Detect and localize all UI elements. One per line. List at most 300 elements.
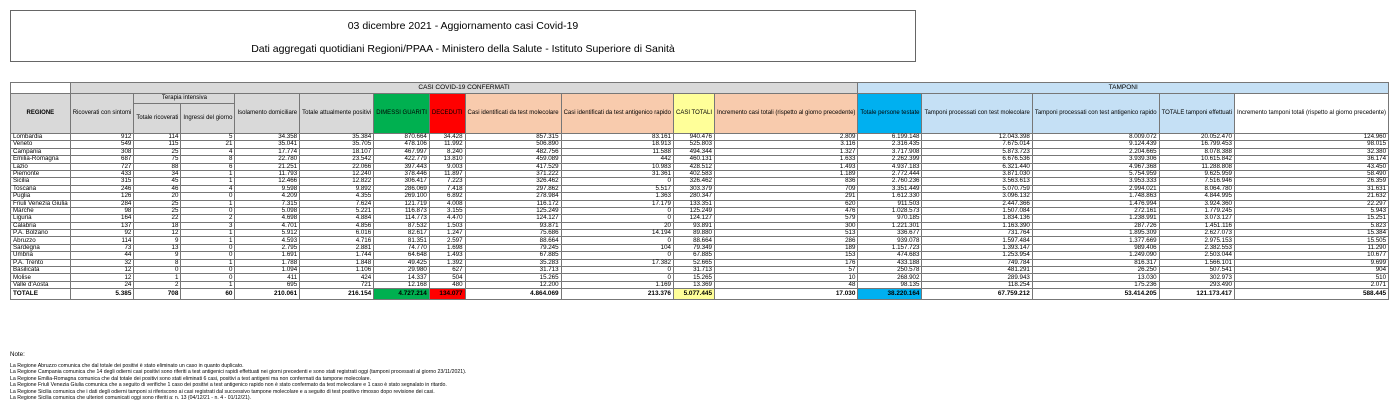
value-cell: 0 (561, 178, 673, 185)
value-cell: 1 (181, 200, 235, 207)
value-cell: 2.760.236 (858, 178, 922, 185)
value-cell: 176 (715, 259, 858, 266)
value-cell: 1.748.863 (1032, 193, 1159, 200)
value-cell: 18.107 (300, 148, 374, 155)
value-cell: 9.124.439 (1032, 141, 1159, 148)
value-cell: 93.891 (673, 222, 714, 229)
value-cell: 428.512 (673, 163, 714, 170)
value-cell: 9.699 (1234, 259, 1388, 266)
value-cell: 7.624 (300, 200, 374, 207)
value-cell: 7.315 (235, 200, 300, 207)
value-cell: 8.009.072 (1032, 134, 1159, 141)
value-cell: 4.727.214 (374, 289, 430, 300)
region-cell: Toscana (11, 185, 71, 192)
value-cell: 731.764 (922, 230, 1032, 237)
col-totale-ricoverati: Totale ricoverati (134, 104, 181, 134)
value-cell: 424 (300, 274, 374, 281)
value-cell: 4.844.995 (1159, 193, 1234, 200)
region-cell: TOTALE (11, 289, 71, 300)
col-casi-antigenico: Casi identificati da test antigenico rapido (561, 94, 673, 134)
value-cell: 4.716 (300, 237, 374, 244)
value-cell: 5.221 (300, 207, 374, 214)
value-cell: 5 (181, 134, 235, 141)
value-cell: 20 (561, 222, 673, 229)
value-cell: 11.288.808 (1159, 163, 1234, 170)
value-cell: 52.665 (673, 259, 714, 266)
value-cell: 35.283 (465, 259, 561, 266)
value-cell: 1 (181, 230, 235, 237)
value-cell: 12.466 (235, 178, 300, 185)
value-cell: 46 (134, 185, 181, 192)
value-cell: 31.713 (673, 267, 714, 274)
value-cell: 286 (715, 237, 858, 244)
col-incremento-tamponi: Incremento tamponi totali (rispetto al giorno precedente) (1234, 94, 1388, 134)
notes-section (10, 352, 910, 402)
value-cell: 4 (181, 148, 235, 155)
value-cell: 12.200 (465, 281, 561, 288)
value-cell: 8 (134, 259, 181, 266)
value-cell: 32.380 (1234, 148, 1388, 155)
col-ingressi-giorno: Ingressi del giorno (181, 104, 235, 134)
table-row (11, 156, 1389, 163)
value-cell: 749.784 (922, 259, 1032, 266)
value-cell: 525.803 (673, 141, 714, 148)
value-cell: 1.451.116 (1159, 222, 1234, 229)
value-cell: 1.507.084 (922, 207, 1032, 214)
value-cell: 293.490 (1159, 281, 1234, 288)
value-cell: 7.675.014 (922, 141, 1032, 148)
totals-row (11, 289, 1389, 300)
value-cell: 89.880 (673, 230, 714, 237)
value-cell: 687 (70, 156, 134, 163)
value-cell: 7.516.946 (1159, 178, 1234, 185)
value-cell: 411 (235, 274, 300, 281)
region-cell: Emilia-Romagna (11, 156, 71, 163)
value-cell: 2 (134, 281, 181, 288)
value-cell: 5.912 (235, 230, 300, 237)
value-cell: 3.116 (715, 141, 858, 148)
region-cell: Liguria (11, 215, 71, 222)
value-cell: 5.943 (1234, 207, 1388, 214)
value-cell: 11.992 (429, 141, 465, 148)
value-cell: 5.098 (235, 207, 300, 214)
value-cell: 0 (561, 252, 673, 259)
value-cell: 88.664 (465, 237, 561, 244)
value-cell: 14.194 (561, 230, 673, 237)
value-cell: 20.052.470 (1159, 134, 1234, 141)
col-dimessi-guariti: DIMESSI GUARITI (374, 94, 430, 134)
value-cell: 0 (561, 215, 673, 222)
col-incremento-casi: Incremento casi totali (rispetto al giorno precedente) (715, 94, 858, 134)
value-cell: 402.583 (673, 170, 714, 177)
value-cell: 116.873 (374, 207, 430, 214)
value-cell: 88.664 (673, 237, 714, 244)
value-cell: 579 (715, 215, 858, 222)
value-cell: 0 (181, 252, 235, 259)
value-cell: 13.030 (1032, 274, 1159, 281)
value-cell: 88 (134, 163, 181, 170)
value-cell: 11.897 (429, 170, 465, 177)
value-cell: 306.417 (374, 178, 430, 185)
value-cell: 1 (134, 274, 181, 281)
value-cell: 836 (715, 178, 858, 185)
value-cell: 12 (134, 230, 181, 237)
col-tamponi-antigenico: Tamponi processati con test antigenico rapido (1032, 94, 1159, 134)
value-cell: 1.848 (300, 259, 374, 266)
value-cell: 125.249 (465, 207, 561, 214)
note-line: La Regione Sicilia comunica che ulteriori comunicati oggi sono riferiti a: n. 13 (04/12/21 - n. 4 - 01/12/21). (10, 395, 252, 401)
value-cell: 4.967.368 (1032, 163, 1159, 170)
region-cell: Calabria (11, 222, 71, 229)
value-cell: 126 (70, 193, 134, 200)
value-cell: 12.822 (300, 178, 374, 185)
value-cell: 302.973 (1159, 274, 1234, 281)
value-cell: 15.265 (673, 274, 714, 281)
region-cell: Basilicata (11, 267, 71, 274)
col-ricoverati-sintomi: Ricoverati con sintomi (70, 94, 134, 134)
value-cell: 8 (181, 156, 235, 163)
value-cell: 115 (134, 141, 181, 148)
value-cell: 709 (715, 185, 858, 192)
value-cell: 175.236 (1032, 281, 1159, 288)
value-cell: 3.939.306 (1032, 156, 1159, 163)
value-cell: 12.240 (300, 170, 374, 177)
value-cell: 7.418 (429, 185, 465, 192)
value-cell: 287.726 (1032, 222, 1159, 229)
value-cell: 1.221.301 (858, 222, 922, 229)
value-cell: 1.788 (235, 259, 300, 266)
value-cell: 0 (181, 207, 235, 214)
value-cell: 6 (181, 163, 235, 170)
note-line: La Regione Campania comunica che 14 degli odierni casi positivi sono riferiti a test antigenici rapidi effettuati nei giorni precedenti e sono stati registrati oggi (tamponi processati al giorno 23/11/2021). (10, 369, 467, 375)
value-cell: 67.759.212 (922, 289, 1032, 300)
value-cell: 98 (70, 207, 134, 214)
table-row (11, 281, 1389, 288)
value-cell: 433.188 (858, 259, 922, 266)
value-cell: 378.446 (374, 170, 430, 177)
value-cell: 6.321.440 (922, 163, 1032, 170)
value-cell: 11.290 (1234, 244, 1388, 251)
value-cell: 300 (715, 222, 858, 229)
col-persone-testate: Totale persone testate (858, 94, 922, 134)
value-cell: 2.627.073 (1159, 230, 1234, 237)
value-cell: 417.529 (465, 163, 561, 170)
value-cell: 93.871 (465, 222, 561, 229)
value-cell: 1.698 (429, 244, 465, 251)
value-cell: 627 (429, 267, 465, 274)
value-cell: 422.779 (374, 156, 430, 163)
value-cell: 2.316.435 (858, 141, 922, 148)
value-cell: 43.450 (1234, 163, 1388, 170)
value-cell: 326.462 (673, 178, 714, 185)
value-cell: 125.249 (673, 207, 714, 214)
value-cell: 2.809 (715, 134, 858, 141)
value-cell: 336.677 (858, 230, 922, 237)
value-cell: 1.157.723 (858, 244, 922, 251)
value-cell: 82.617 (374, 230, 430, 237)
value-cell: 124.960 (1234, 134, 1388, 141)
value-cell: 35.384 (300, 134, 374, 141)
covid-data-table (10, 82, 1389, 300)
value-cell: 17.774 (235, 148, 300, 155)
value-cell: 2.382.553 (1159, 244, 1234, 251)
value-cell: 118.254 (922, 281, 1032, 288)
note-line: La Regione Friuli Venezia Giulia comunica che a seguito di verifiche 1 caso dei positivi a test antigenico rapido non è stato confermato da test molecolare e 1 caso è stato segnalato in ritardo. (10, 382, 447, 388)
value-cell: 0 (181, 274, 235, 281)
value-cell: 442 (561, 156, 673, 163)
value-cell: 1.327 (715, 148, 858, 155)
value-cell: 18.913 (561, 141, 673, 148)
value-cell: 816.317 (1032, 259, 1159, 266)
value-cell: 17.382 (561, 259, 673, 266)
value-cell: 87.532 (374, 222, 430, 229)
value-cell: 13 (134, 244, 181, 251)
value-cell: 474.683 (858, 252, 922, 259)
value-cell: 1.106 (300, 267, 374, 274)
value-cell: 1.377.669 (1032, 237, 1159, 244)
value-cell: 478.106 (374, 141, 430, 148)
value-cell: 3.563.613 (922, 178, 1032, 185)
value-cell: 2.772.444 (858, 170, 922, 177)
value-cell: 9.625.959 (1159, 170, 1234, 177)
value-cell: 34.358 (235, 134, 300, 141)
value-cell: 1.612.330 (858, 193, 922, 200)
value-cell: 15.265 (465, 274, 561, 281)
value-cell: 6.892 (429, 193, 465, 200)
value-cell: 133.351 (673, 200, 714, 207)
value-cell: 280.347 (673, 193, 714, 200)
value-cell: 74.770 (374, 244, 430, 251)
value-cell: 970.185 (858, 215, 922, 222)
value-cell: 1.169 (561, 281, 673, 288)
value-cell: 695 (235, 281, 300, 288)
value-cell: 1.392 (429, 259, 465, 266)
value-cell: 2.597 (429, 237, 465, 244)
value-cell: 1.238.991 (1032, 215, 1159, 222)
value-cell: 8.064.780 (1159, 185, 1234, 192)
value-cell: 940.476 (673, 134, 714, 141)
value-cell: 481.291 (922, 267, 1032, 274)
value-cell: 36.174 (1234, 156, 1388, 163)
value-cell: 4.008 (429, 200, 465, 207)
col-deceduti: DECEDUTI (429, 94, 465, 134)
value-cell: 67.885 (465, 252, 561, 259)
value-cell: 21.251 (235, 163, 300, 170)
value-cell: 13.369 (673, 281, 714, 288)
value-cell: 289.943 (922, 274, 1032, 281)
region-cell: Sardegna (11, 244, 71, 251)
value-cell: 16.799.453 (1159, 141, 1234, 148)
value-cell: 3.073.127 (1159, 215, 1234, 222)
value-cell: 0 (561, 274, 673, 281)
value-cell: 460.131 (673, 156, 714, 163)
value-cell: 213.376 (561, 289, 673, 300)
value-cell: 137 (70, 222, 134, 229)
value-cell: 134.077 (429, 289, 465, 300)
value-cell: 1.253.954 (922, 252, 1032, 259)
value-cell: 1.189 (715, 170, 858, 177)
region-cell: Molise (11, 274, 71, 281)
value-cell: 22.780 (235, 156, 300, 163)
value-cell: 15.384 (1234, 230, 1388, 237)
value-cell: 620 (715, 200, 858, 207)
region-cell: Veneto (11, 141, 71, 148)
value-cell: 20 (134, 193, 181, 200)
value-cell: 25 (134, 148, 181, 155)
value-cell: 2.503.044 (1159, 252, 1234, 259)
value-cell: 371.222 (465, 170, 561, 177)
region-cell: Marche (11, 207, 71, 214)
value-cell: 1.094 (235, 267, 300, 274)
value-cell: 904 (1234, 267, 1388, 274)
value-cell: 1.566.101 (1159, 259, 1234, 266)
value-cell: 11.793 (235, 170, 300, 177)
value-cell: 494.344 (673, 148, 714, 155)
value-cell: 75 (134, 156, 181, 163)
group-tamponi: TAMPONI (858, 83, 1389, 94)
value-cell: 29.980 (374, 267, 430, 274)
value-cell: 75.686 (465, 230, 561, 237)
value-cell: 64.648 (374, 252, 430, 259)
value-cell: 92 (70, 230, 134, 237)
note-line: La Regione Emilia-Romagna comunica che dal totale dei positivi sono stati eliminati 6 casi, positivi a test antigeni ma non confermati da tampone molecolare. (10, 375, 372, 382)
region-cell: Puglia (11, 193, 71, 200)
value-cell: 22.066 (300, 163, 374, 170)
value-cell: 12 (70, 267, 134, 274)
value-cell: 12.043.398 (922, 134, 1032, 141)
value-cell: 1.597.484 (922, 237, 1032, 244)
value-cell: 504 (429, 274, 465, 281)
value-cell: 114 (134, 134, 181, 141)
value-cell: 9 (134, 252, 181, 259)
table-row (11, 267, 1389, 274)
value-cell: 31.631 (1234, 185, 1388, 192)
group-terapia-intensiva: Terapia intensiva (134, 94, 235, 104)
value-cell: 3 (181, 222, 235, 229)
note-line: La Regione Abruzzo comunica che dal totale dei positivi è stato eliminato un caso in quanto duplicato. (10, 362, 244, 369)
value-cell: 4.937.183 (858, 163, 922, 170)
region-cell: Umbria (11, 252, 71, 259)
value-cell: 17.179 (561, 200, 673, 207)
value-cell: 45 (134, 178, 181, 185)
value-cell: 21 (181, 141, 235, 148)
value-cell: 6.676.536 (922, 156, 1032, 163)
value-cell: 22 (134, 215, 181, 222)
value-cell: 1.363 (561, 193, 673, 200)
value-cell: 433 (70, 170, 134, 177)
value-cell: 506.890 (465, 141, 561, 148)
region-cell: Friuli Venezia Giulia (11, 200, 71, 207)
value-cell: 588.445 (1234, 289, 1388, 300)
value-cell: 269.100 (374, 193, 430, 200)
value-cell: 939.078 (858, 237, 922, 244)
value-cell: 2.881 (300, 244, 374, 251)
value-cell: 5.873.723 (922, 148, 1032, 155)
value-cell: 1.249.090 (1032, 252, 1159, 259)
value-cell: 26.250 (1032, 267, 1159, 274)
value-cell: 164 (70, 215, 134, 222)
region-cell: Piemonte (11, 170, 71, 177)
value-cell: 124.127 (673, 215, 714, 222)
value-cell: 73 (70, 244, 134, 251)
value-cell: 3.096.132 (922, 193, 1032, 200)
region-cell: P.A. Bolzano (11, 230, 71, 237)
value-cell: 60 (181, 289, 235, 300)
value-cell: 5.077.445 (673, 289, 714, 300)
value-cell: 4.355 (300, 193, 374, 200)
value-cell: 11.588 (561, 148, 673, 155)
value-cell: 44 (70, 252, 134, 259)
value-cell: 308 (70, 148, 134, 155)
value-cell: 9 (134, 237, 181, 244)
col-isolamento: Isolamento domiciliare (235, 94, 300, 134)
value-cell: 1 (181, 178, 235, 185)
region-cell: Campania (11, 148, 71, 155)
col-regione: REGIONE (11, 94, 71, 134)
value-cell: 79.245 (465, 244, 561, 251)
value-cell: 507.541 (1159, 267, 1234, 274)
value-cell: 1.493 (429, 252, 465, 259)
value-cell: 2.975.153 (1159, 237, 1234, 244)
value-cell: 34 (134, 170, 181, 177)
value-cell: 2 (181, 215, 235, 222)
region-cell: Valle d'Aosta (11, 281, 71, 288)
value-cell: 35.041 (235, 141, 300, 148)
value-cell: 268.902 (858, 274, 922, 281)
value-cell: 1 (181, 259, 235, 266)
region-cell: P.A. Trento (11, 259, 71, 266)
value-cell: 3.924.360 (1159, 200, 1234, 207)
report-header (10, 10, 916, 62)
value-cell: 114.773 (374, 215, 430, 222)
value-cell: 467.997 (374, 148, 430, 155)
value-cell: 2.994.021 (1032, 185, 1159, 192)
table-body (11, 134, 1389, 300)
value-cell: 4.209 (235, 193, 300, 200)
region-cell: Lombardia (11, 134, 71, 141)
value-cell: 9.003 (429, 163, 465, 170)
value-cell: 12.168 (374, 281, 430, 288)
value-cell: 0 (561, 267, 673, 274)
value-cell: 17.030 (715, 289, 858, 300)
value-cell: 1.895.309 (1032, 230, 1159, 237)
value-cell: 303.379 (673, 185, 714, 192)
value-cell: 3.871.030 (922, 170, 1032, 177)
value-cell: 1.028.573 (858, 207, 922, 214)
group-casi-confermati: CASI COVID-19 CONFERMATI (70, 83, 858, 94)
value-cell: 1.503 (429, 222, 465, 229)
value-cell: 1 (181, 281, 235, 288)
value-cell: 189 (715, 244, 858, 251)
value-cell: 1.163.390 (922, 222, 1032, 229)
col-casi-molecolare: Casi identificati da test molecolare (465, 94, 561, 134)
note-line: La Regione Sicilia comunica che i dati degli odierni tamponi si riferiscono ai casi registrati dal successivo tampone molecolare e a seguito di test positivo rimosso dopo revisione dei casi. (10, 388, 435, 395)
value-cell: 67.885 (673, 252, 714, 259)
value-cell: 1.691 (235, 252, 300, 259)
value-cell: 4.856 (300, 222, 374, 229)
value-cell: 53.414.205 (1032, 289, 1159, 300)
value-cell: 8.078.388 (1159, 148, 1234, 155)
value-cell: 5.385 (70, 289, 134, 300)
value-cell: 708 (134, 289, 181, 300)
value-cell: 18 (134, 222, 181, 229)
value-cell: 15.505 (1234, 237, 1388, 244)
value-cell: 5.070.759 (922, 185, 1032, 192)
value-cell: 3.953.333 (1032, 178, 1159, 185)
value-cell: 2.204.665 (1032, 148, 1159, 155)
value-cell: 5.517 (561, 185, 673, 192)
value-cell: 482.756 (465, 148, 561, 155)
